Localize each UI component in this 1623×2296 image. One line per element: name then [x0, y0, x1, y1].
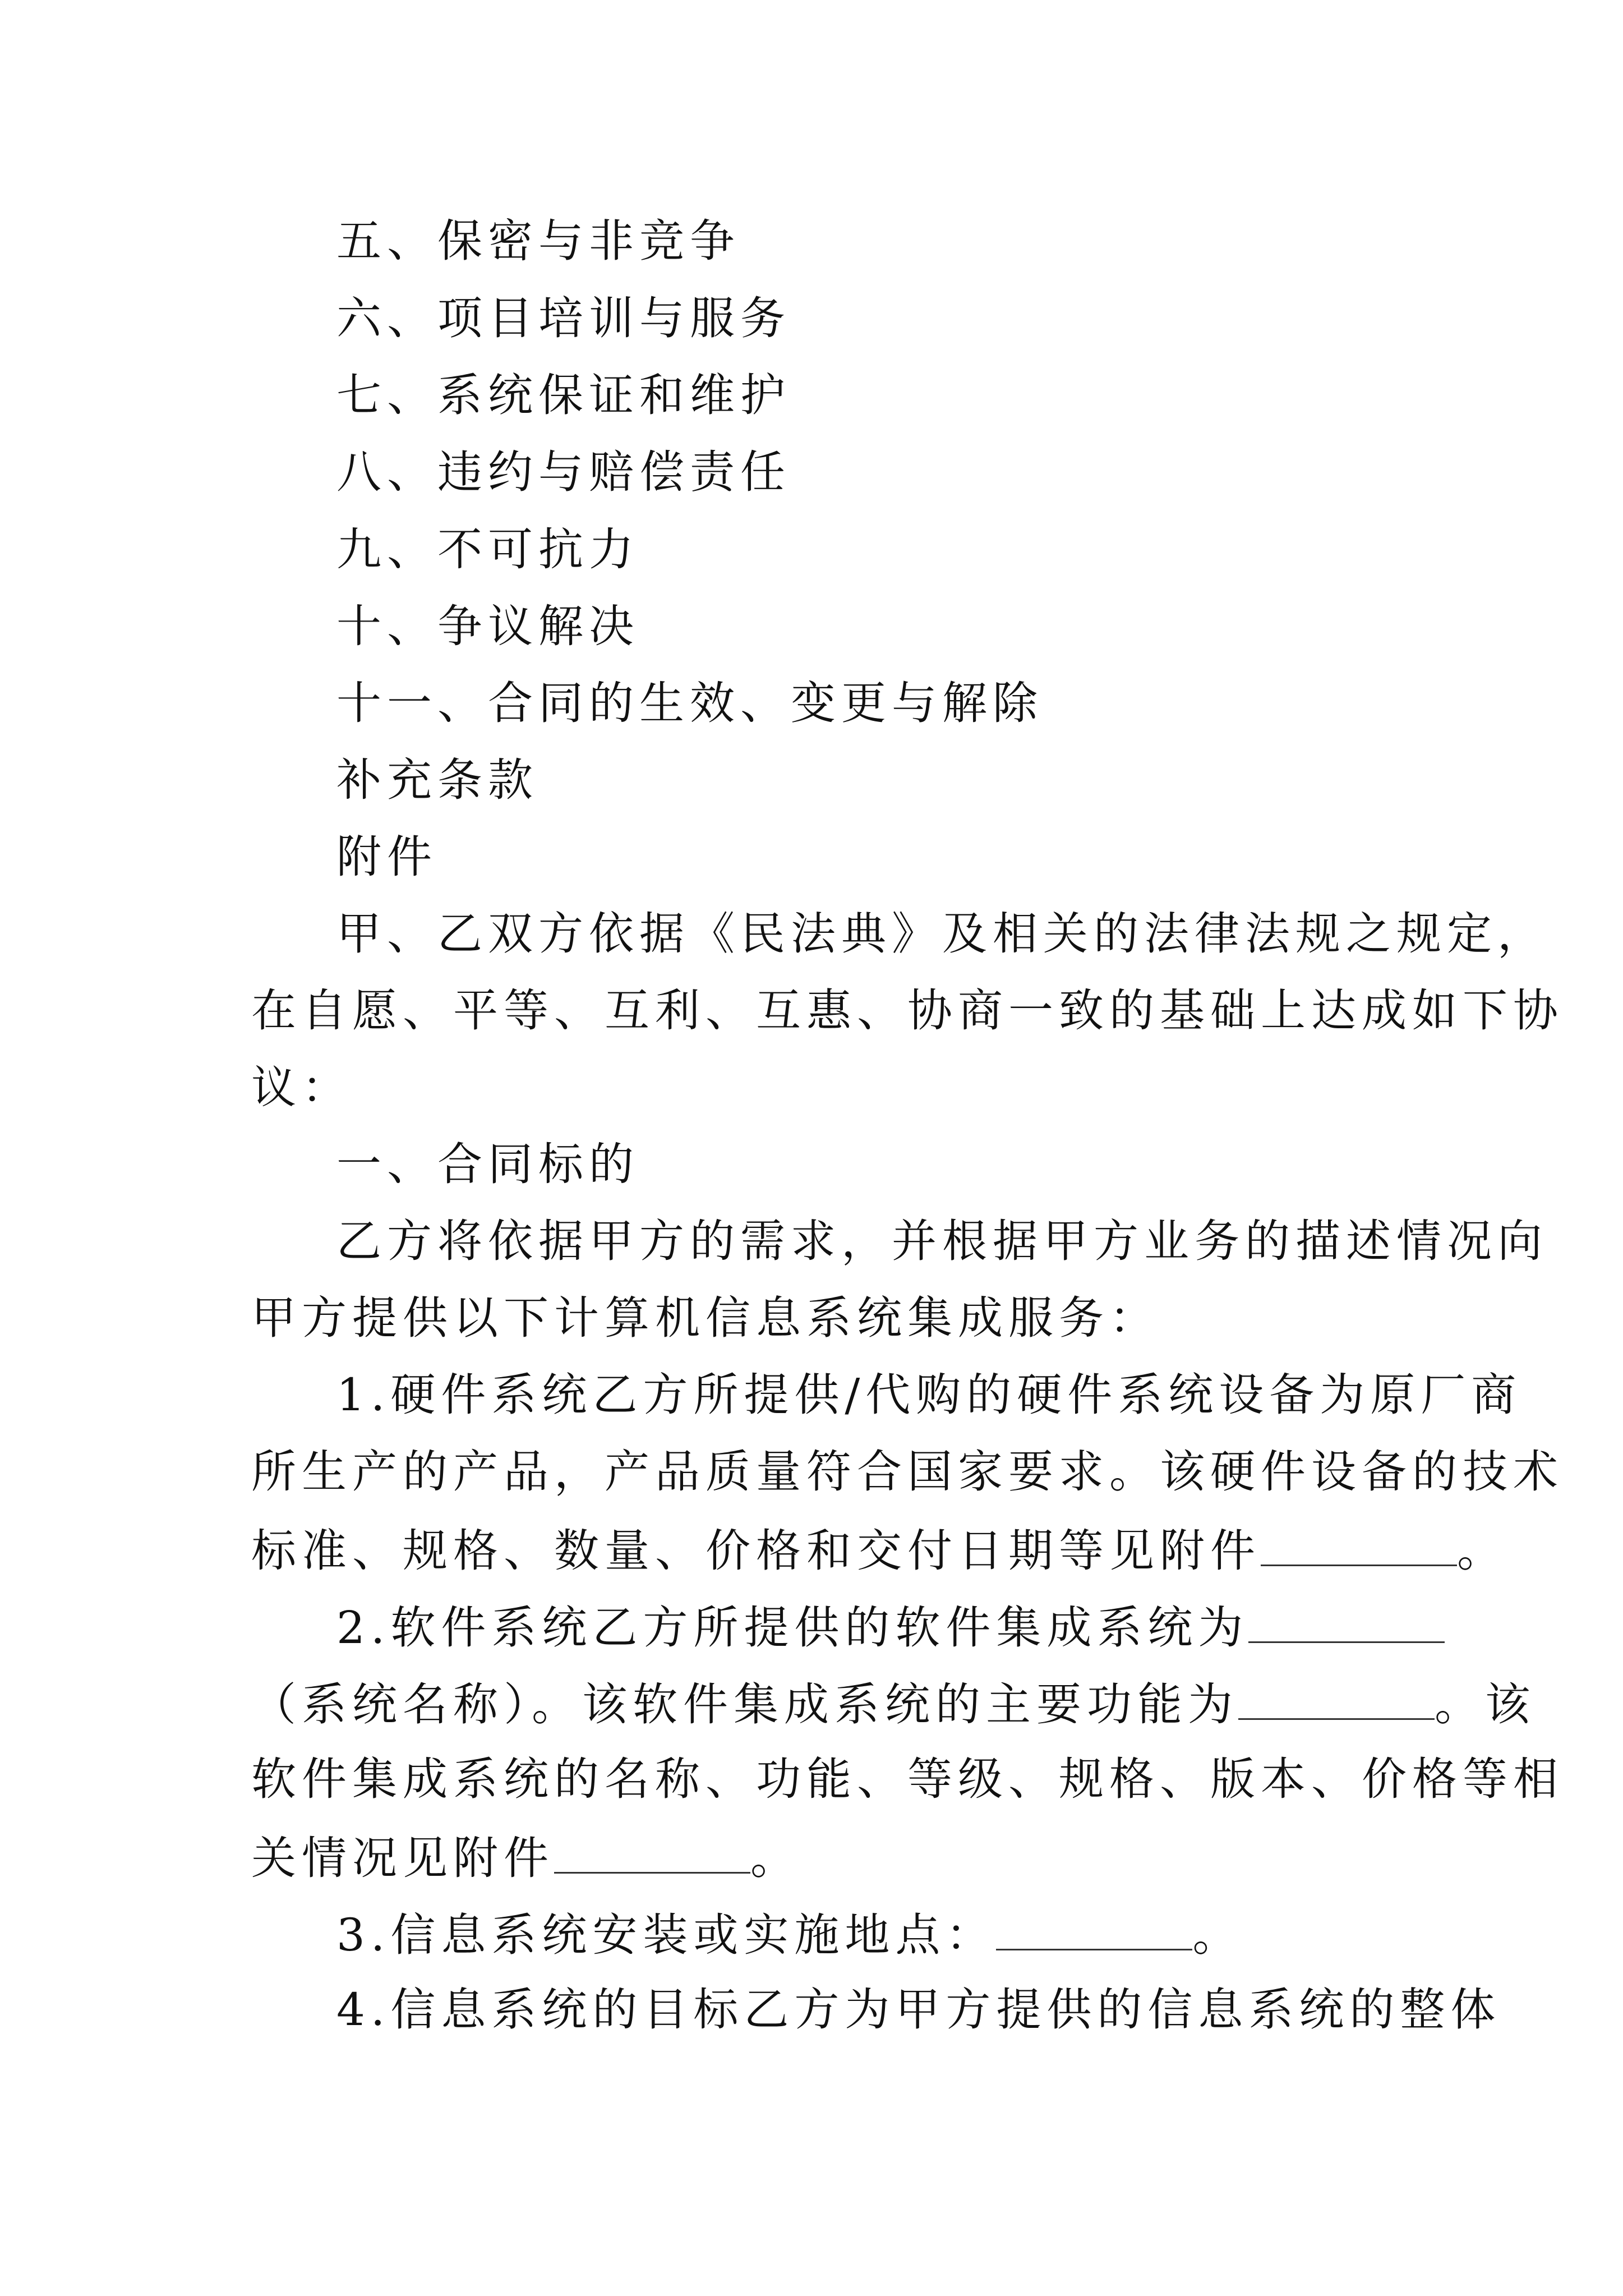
line-tail: 。: [1192, 1909, 1243, 1961]
line-text: 甲方提供以下计算机信息系统集成服务：: [251, 1292, 1160, 1344]
toc-item-11: [336, 675, 1043, 731]
preamble-line-1: [336, 906, 1548, 962]
line-text: 五、保密与非竞争: [336, 215, 740, 267]
line-text: 甲、乙双方依据《民法典》及相关的法律法规之规定，: [336, 908, 1548, 960]
line-text: 关情况见附件: [251, 1832, 554, 1884]
fill-in-blank[interactable]: [554, 1828, 750, 1874]
line-text: 附件: [336, 831, 437, 883]
line-tail: 。: [750, 1832, 801, 1884]
line-text: 十一、合同的生效、变更与解除: [336, 677, 1043, 729]
line-text: 软件集成系统的名称、功能、等级、规格、版本、价格等相: [251, 1753, 1564, 1805]
clause-1-line-1: [336, 1367, 1521, 1423]
toc-item-7: [336, 367, 791, 424]
line-text: 议：: [251, 1061, 352, 1114]
line-text: （系统名称）。该软件集成系统的主要功能为: [251, 1678, 1238, 1731]
clause-2-line-2: [251, 1674, 1536, 1733]
line-text: 1.硬件系统乙方所提供/代购的硬件系统设备为原厂商: [336, 1369, 1522, 1421]
line-text: 六、项目培训与服务: [336, 292, 791, 344]
line-text: 八、违约与赔偿责任: [336, 446, 791, 498]
preamble-line-3: [251, 1060, 352, 1116]
line-text: 一、合同标的: [336, 1138, 639, 1190]
preamble-line-2: [251, 983, 1564, 1039]
clause-1-line-3: [251, 1521, 1507, 1579]
toc-item-attachment: [336, 829, 437, 885]
fill-in-blank[interactable]: [1248, 1598, 1445, 1643]
fill-in-blank[interactable]: [1261, 1521, 1457, 1566]
line-text: 九、不可抗力: [336, 523, 639, 576]
clause-4-line-1: [336, 1982, 1501, 2038]
section-heading-1: [336, 1137, 639, 1193]
line-text: 乙方将依据甲方的需求，并根据甲方业务的描述情况向: [336, 1215, 1548, 1267]
line-text: 在自愿、平等、互利、互惠、协商一致的基础上达成如下协: [251, 984, 1564, 1037]
line-text: 标准、规格、数量、价格和交付日期等见附件: [251, 1525, 1261, 1577]
section-1-line-2: [251, 1290, 1160, 1346]
section-1-line-1: [336, 1213, 1548, 1269]
clause-2-line-4: [251, 1828, 801, 1887]
line-text: 补充条款: [336, 754, 538, 806]
toc-item-6: [336, 291, 791, 347]
toc-item-9: [336, 522, 639, 578]
toc-item-8: [336, 444, 791, 500]
line-text: 十、争议解决: [336, 600, 639, 652]
clause-3-line-1: [336, 1905, 1243, 1963]
line-tail: 。: [1457, 1525, 1507, 1577]
line-text: 七、系统保证和维护: [336, 369, 791, 421]
line-text: 所生产的产品，产品质量符合国家要求。该硬件设备的技术: [251, 1446, 1564, 1498]
toc-item-5: [336, 213, 740, 269]
fill-in-blank[interactable]: [1238, 1674, 1435, 1720]
line-text: 2.软件系统乙方所提供的软件集成系统为: [336, 1602, 1249, 1654]
toc-item-supplementary: [336, 752, 538, 808]
fill-in-blank[interactable]: [996, 1905, 1192, 1950]
clause-1-line-2: [251, 1444, 1564, 1500]
clause-2-line-1: [336, 1598, 1445, 1656]
line-text: 4.信息系统的目标乙方为甲方提供的信息系统的整体: [336, 1984, 1501, 2036]
toc-item-10: [336, 599, 639, 655]
line-tail: 。该: [1435, 1678, 1536, 1731]
line-text: 3.信息系统安装或实施地点：: [336, 1909, 997, 1961]
clause-2-line-3: [251, 1751, 1564, 1807]
